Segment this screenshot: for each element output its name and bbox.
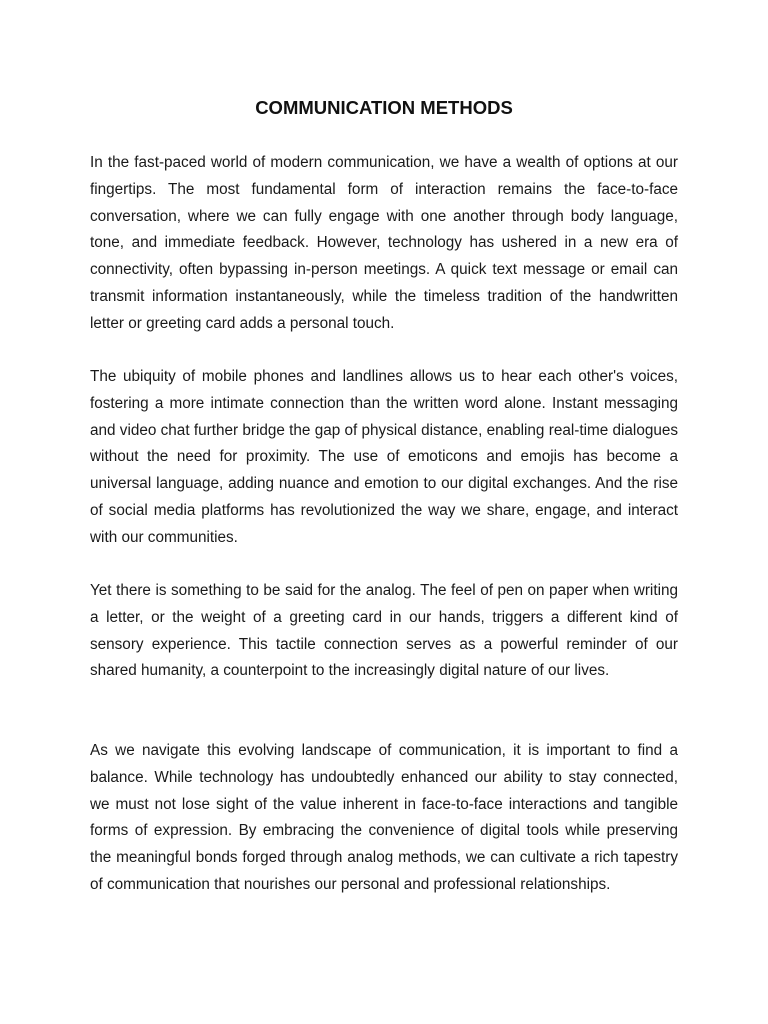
paragraph-3: Yet there is something to be said for the analog. The feel of pen on paper when writing a letter, or the weight of a greeting card in our hands, triggers a different kind of sensory experience. This tactile connection serves as a powerful reminder of our shared humanity, a counterpoint to the increasingly digital nature of our lives. (90, 582, 678, 680)
paragraph-4: As we navigate this evolving landscape of communication, it is important to find a balance. While technology has undoubtedly enhanced our ability to stay connected, we must not lose sight of the value inherent in face-to-face interactions and tangible forms of expression. By embracing the convenience of digital tools while preserving the meaningful bonds forged through analog methods, we can cultivate a rich tapestry of communication that nourishes our personal and professional relationships. (90, 742, 678, 893)
paragraph-2: The ubiquity of mobile phones and landlines allows us to hear each other's voices, fostering a more intimate connection than the written word alone. Instant messaging and video chat further bridge the gap of physical distance, enabling real-time dialogues without the need for proximity. The use of emoticons and emojis has become a universal language, adding nuance and emotion to our digital exchanges. And the rise of social media platforms has revolutionized the way we share, engage, and interact with our communities. (90, 368, 678, 546)
page-title: COMMUNICATION METHODS (255, 97, 513, 118)
paragraph-1: In the fast-paced world of modern communication, we have a wealth of options at our fingertips. The most fundamental form of interaction remains the face-to-face conversation, where we can fully engage with one another through body language, tone, and immediate feedback. However, technology has ushered in a new era of connectivity, often bypassing in-person meetings. A quick text message or email can transmit information instantaneously, while the timeless tradition of the handwritten letter or greeting card adds a personal touch. (90, 154, 678, 332)
